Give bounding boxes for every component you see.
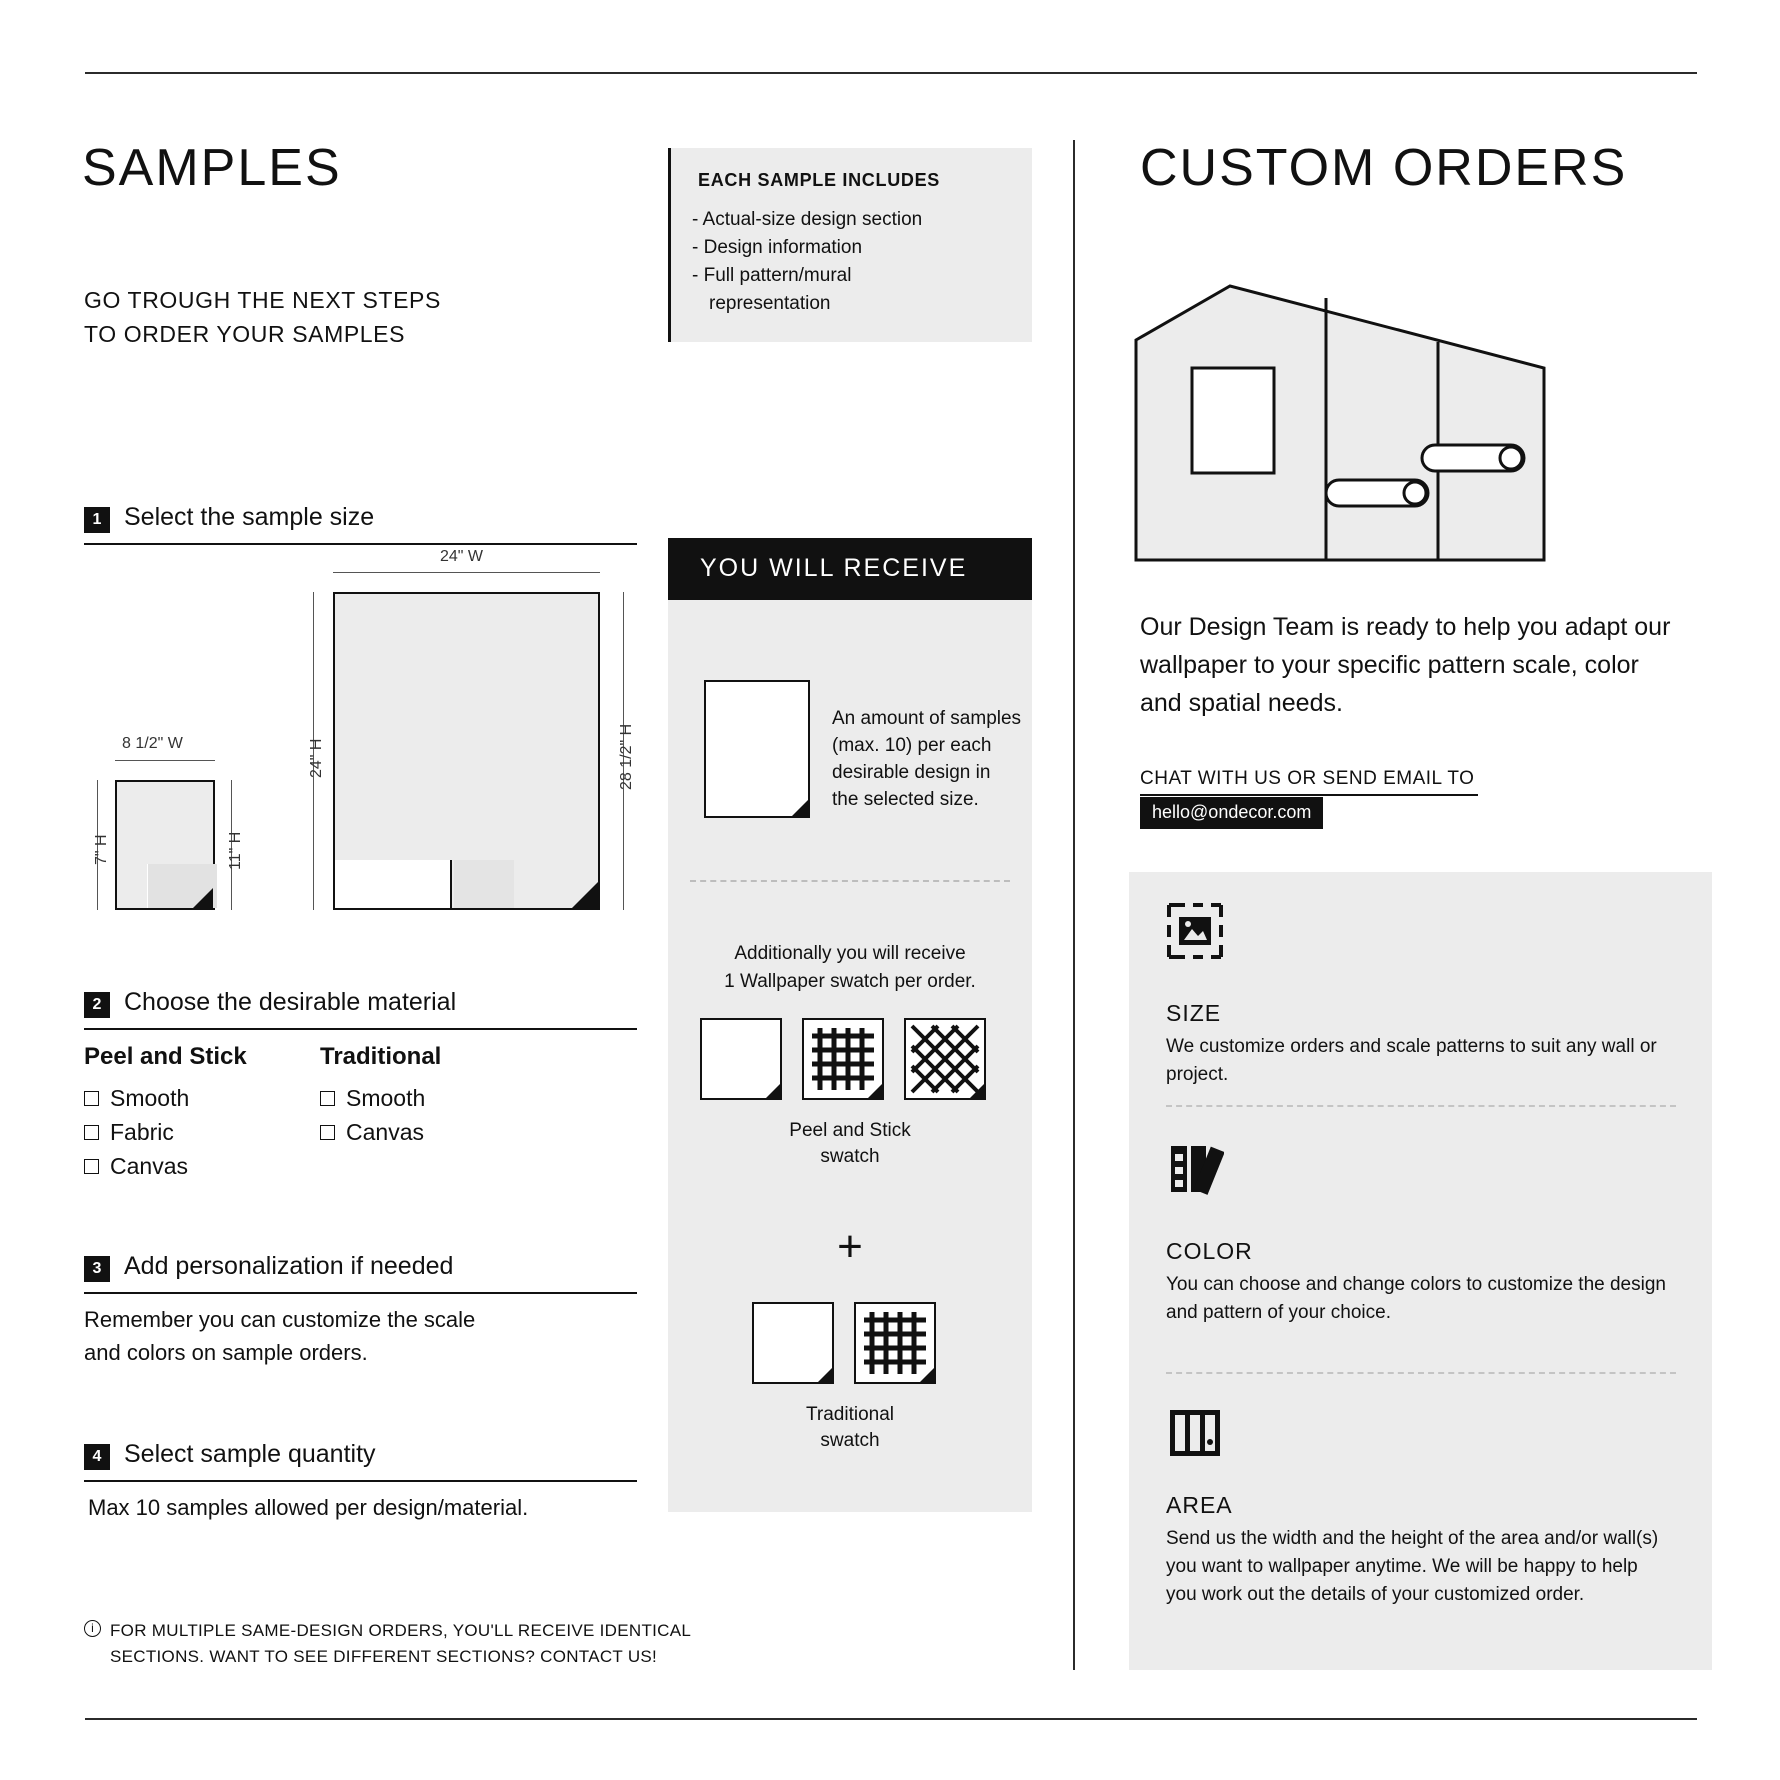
- plus-symbol: +: [837, 1222, 863, 1271]
- checkbox-icon[interactable]: [84, 1091, 99, 1106]
- sample-document-icon: [704, 680, 810, 818]
- samples-subtitle-line1: GO TROUGH THE NEXT STEPS: [84, 287, 441, 313]
- samples-title: SAMPLES: [82, 139, 342, 197]
- samples-subtitle-line2: TO ORDER YOUR SAMPLES: [84, 321, 406, 347]
- custom-orders-title: CUSTOM ORDERS: [1140, 139, 1628, 197]
- list-item: - Design information: [692, 237, 863, 258]
- small-sample-corner: [193, 888, 213, 908]
- list-item: - Full pattern/mural: [692, 265, 852, 286]
- chat-label: CHAT WITH US OR SEND EMAIL TO: [1140, 768, 1475, 789]
- small-height-label-left: 7" H: [93, 834, 110, 865]
- color-title: COLOR: [1166, 1238, 1253, 1264]
- email-link[interactable]: hello@ondecor.com: [1140, 797, 1323, 829]
- bottom-divider: [85, 1718, 1697, 1720]
- additional-note-line2: 1 Wallpaper swatch per order.: [724, 971, 976, 992]
- color-body: You can choose and change colors to customize the design and pattern of your choice.: [1166, 1274, 1666, 1323]
- step-2-underline: [84, 1028, 637, 1030]
- chat-underline: [1140, 794, 1478, 796]
- you-will-receive-title: YOU WILL RECEIVE: [700, 554, 968, 582]
- small-width-dimline: [115, 760, 215, 761]
- peel-swatch-caption-line1: Peel and Stick: [789, 1120, 911, 1141]
- step-2-number: 2: [84, 992, 110, 1018]
- step-2-label: Choose the desirable material: [124, 988, 457, 1016]
- traditional-swatch-caption-line1: Traditional: [805, 1404, 894, 1425]
- size-title: SIZE: [1166, 1000, 1222, 1026]
- checkbox-label: Smooth: [346, 1085, 426, 1111]
- checkbox-icon[interactable]: [84, 1159, 99, 1174]
- samples-subtitle: [84, 283, 441, 351]
- additional-note: [668, 940, 1032, 996]
- checkbox-icon[interactable]: [320, 1125, 335, 1140]
- column-divider: [1073, 140, 1075, 1670]
- panel-separator: [690, 880, 1010, 882]
- footnote-line2: SECTIONS. WANT TO SEE DIFFERENT SECTIONS? CONTACT US!: [110, 1647, 658, 1666]
- list-item: representation: [709, 293, 831, 314]
- folded-corner-icon: [792, 800, 808, 816]
- wall-panels-icon: [1166, 1404, 1224, 1462]
- traditional-swatch-caption-line2: swatch: [820, 1430, 880, 1451]
- peel-swatch-caption-line2: swatch: [820, 1146, 880, 1167]
- image-frame-icon: [1166, 902, 1224, 960]
- step-4-underline: [84, 1480, 637, 1482]
- checkbox-peel-smooth[interactable]: [84, 1085, 189, 1112]
- folded-corner-icon: [766, 1084, 780, 1098]
- step-3-number: 3: [84, 1256, 110, 1282]
- checkbox-peel-fabric[interactable]: [84, 1119, 174, 1146]
- additional-note-line1: Additionally you will receive: [734, 943, 966, 964]
- each-sample-title: EACH SAMPLE INCLUDES: [698, 170, 941, 190]
- step-4-label: Select sample quantity: [124, 1440, 376, 1468]
- room-illustration: [1130, 280, 1550, 570]
- material-col1-heading: Peel and Stick: [84, 1043, 247, 1070]
- peel-swatch-caption: [668, 1118, 1032, 1170]
- small-sample-diagram: [115, 780, 215, 910]
- each-sample-includes-box: [668, 148, 1032, 342]
- large-width-label: 24" W: [440, 548, 484, 565]
- checkbox-label: Fabric: [110, 1119, 174, 1145]
- checkbox-label: Canvas: [346, 1119, 424, 1145]
- size-body: We customize orders and scale patterns to suit any wall or project.: [1166, 1036, 1657, 1085]
- list-item: - Actual-size design section: [692, 209, 923, 230]
- large-height-label-left: 24" H: [308, 738, 325, 778]
- step-3-description: [84, 1303, 604, 1369]
- folded-corner-icon: [920, 1368, 934, 1382]
- features-separator-1: [1166, 1105, 1676, 1107]
- step-3-underline: [84, 1292, 637, 1294]
- accent-bar: [668, 148, 671, 342]
- traditional-swatch-caption: [668, 1402, 1032, 1454]
- folded-corner-icon: [868, 1084, 882, 1098]
- color-swatch-fan-icon: [1166, 1140, 1224, 1198]
- top-divider: [85, 72, 1697, 74]
- step-1-underline: [84, 543, 637, 545]
- color-icon: [1166, 1140, 1224, 1198]
- size-icon: [1166, 902, 1224, 960]
- swatch-plain-traditional: [752, 1302, 834, 1384]
- footnote: [110, 1618, 691, 1670]
- step-1-number: 1: [84, 507, 110, 533]
- area-icon: [1166, 1404, 1224, 1462]
- custom-orders-paragraph: Our Design Team is ready to help you adapt our wallpaper to your specific pattern scale, color and spatial needs.: [1140, 613, 1671, 717]
- step-3-label: Add personalization if needed: [124, 1252, 454, 1280]
- small-width-label: 8 1/2" W: [122, 735, 183, 752]
- large-sample-inner-white: [335, 860, 452, 908]
- area-title: AREA: [1166, 1492, 1233, 1518]
- large-sample-inner-grey: [454, 860, 514, 908]
- small-height-label-right: 11" H: [227, 831, 244, 870]
- checkbox-traditional-smooth[interactable]: [320, 1085, 425, 1112]
- area-body: Send us the width and the height of the area and/or wall(s) you want to wallpaper anytime. We will be happy to help you work out the details of your customized order.: [1166, 1528, 1659, 1605]
- swatch-grid: [802, 1018, 884, 1100]
- features-separator-2: [1166, 1372, 1676, 1374]
- large-width-dimline: [333, 572, 600, 573]
- step-3-line2: and colors on sample orders.: [84, 1340, 368, 1365]
- checkbox-traditional-canvas[interactable]: [320, 1119, 424, 1146]
- room-wallpaper-icon: [1130, 280, 1550, 570]
- info-icon: i: [84, 1620, 101, 1637]
- step-4-number: 4: [84, 1444, 110, 1470]
- checkbox-peel-canvas[interactable]: [84, 1153, 188, 1180]
- step-4-description: Max 10 samples allowed per design/material.: [88, 1495, 529, 1520]
- material-col2-heading: Traditional: [320, 1043, 442, 1070]
- swatch-plain: [700, 1018, 782, 1100]
- swatch-grid-traditional: [854, 1302, 936, 1384]
- checkbox-label: Smooth: [110, 1085, 190, 1111]
- swatch-diagonal: [904, 1018, 986, 1100]
- folded-corner-icon: [818, 1368, 832, 1382]
- large-sample-diagram: [333, 592, 600, 910]
- each-sample-list: [692, 206, 922, 318]
- folded-corner-icon: [970, 1084, 984, 1098]
- step-1-label: Select the sample size: [124, 503, 375, 531]
- large-height-label-right: 28 1/2" H: [618, 723, 635, 790]
- checkbox-icon[interactable]: [320, 1091, 335, 1106]
- footnote-line1: FOR MULTIPLE SAME-DESIGN ORDERS, YOU'LL RECEIVE IDENTICAL: [110, 1621, 692, 1640]
- receive-description: An amount of samples (max. 10) per each desirable design in the selected size.: [832, 708, 1022, 810]
- large-sample-corner: [572, 882, 598, 908]
- you-will-receive-header: [668, 538, 1032, 600]
- checkbox-icon[interactable]: [84, 1125, 99, 1140]
- step-3-line1: Remember you can customize the scale: [84, 1307, 476, 1332]
- checkbox-label: Canvas: [110, 1153, 188, 1179]
